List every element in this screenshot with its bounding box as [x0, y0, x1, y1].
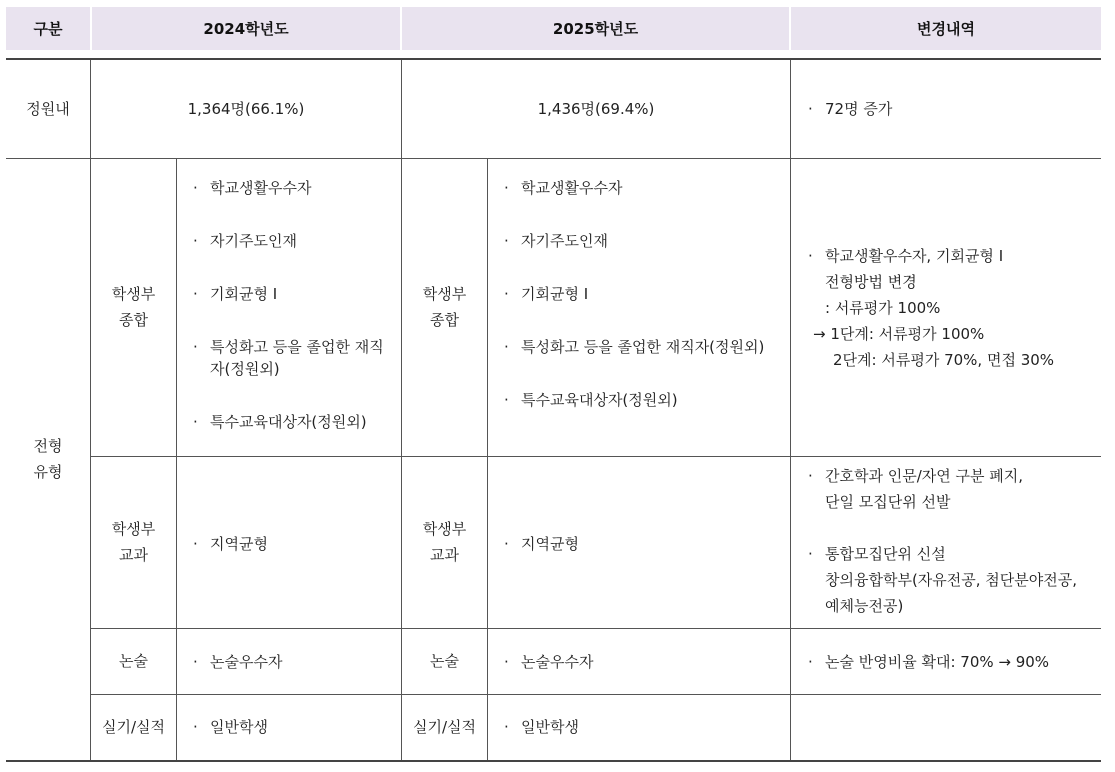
list-item: · 기회균형 I [504, 283, 794, 305]
quota-label: 정원내 [26, 100, 70, 118]
list-item: · 지역균형 [504, 533, 579, 555]
subject-label-2025-line2: 교과 [430, 546, 459, 564]
list-item: · 일반학생 [193, 716, 268, 738]
essay-2024-list [193, 651, 282, 673]
comprehensive-2025-list [504, 177, 794, 411]
subject-change2-line2: 창의융합학부(자유전공, 첨단분야전공, [825, 571, 1077, 589]
list-item: · 특성화고 등을 졸업한 재직자(정원외) [193, 336, 393, 380]
subject-change1-line1: · 간호학과 인문/자연 구분 폐지, [808, 467, 1024, 485]
comprehensive-label-2024-line2: 종합 [119, 311, 148, 329]
comprehensive-change-line2: 전형방법 변경 [825, 273, 917, 291]
row-divider-subject [90, 628, 1101, 629]
col-divider-2024-inner [176, 158, 177, 760]
subject-label-2025-line1: 학생부 [422, 520, 467, 538]
comprehensive-label-2025 [402, 158, 487, 456]
subject-change1-line2: 단일 모집단위 선발 [825, 493, 951, 511]
comprehensive-change-line5: 2단계: 서류평가 70%, 면접 30% [833, 351, 1055, 369]
header-changes: 변경내역 [791, 7, 1101, 50]
list-item: · 일반학생 [504, 716, 579, 738]
row-divider-essay [90, 694, 1101, 695]
list-item: · 지역균형 [193, 533, 268, 555]
quota-change-item: · 72명 증가 [808, 98, 892, 120]
comprehensive-change-line4: → 1단계: 서류평가 100% [813, 325, 985, 343]
list-item: · 자기주도인재 [504, 230, 794, 252]
comprehensive-label-2024-line1: 학생부 [111, 285, 156, 303]
comprehensive-label-2025-line1: 학생부 [422, 285, 467, 303]
comprehensive-change-line3: : 서류평가 100% [825, 299, 941, 317]
quota-change [808, 98, 892, 120]
list-item: · 특수교육대상자(정원외) [193, 411, 393, 433]
header-2025: 2025학년도 [402, 7, 789, 50]
subject-change2-line1: · 통합모집단위 신설 [808, 545, 946, 563]
comprehensive-label-2024 [91, 158, 176, 456]
essay-change [808, 651, 1049, 673]
table-bottom-rule [6, 760, 1101, 762]
list-item: · 논술우수자 [504, 651, 593, 673]
list-item: · 기회균형 I [193, 283, 393, 305]
essay-label-2024: 논술 [119, 652, 148, 670]
practical-label-2025: 실기/실적 [412, 718, 476, 736]
comprehensive-change-line1: · 학교생활우수자, 기회균형 I [808, 247, 1004, 265]
essay-change-item: · 논술 반영비율 확대: 70% → 90% [808, 651, 1049, 673]
essay-label-2025: 논술 [430, 652, 459, 670]
list-item: · 논술우수자 [193, 651, 282, 673]
admission-types-label-line1: 전형 [33, 437, 63, 455]
subject-2025-list [504, 533, 579, 555]
list-item: · 특수교육대상자(정원외) [504, 389, 794, 411]
quota-2025: 1,436명(69.4%) [537, 100, 655, 118]
comprehensive-label-2025-line2: 종합 [430, 311, 459, 329]
list-item: · 학교생활우수자 [193, 177, 393, 199]
header-category: 구분 [6, 7, 90, 50]
essay-2025-list [504, 651, 593, 673]
list-item: · 자기주도인재 [193, 230, 393, 252]
practical-label-2024: 실기/실적 [101, 718, 165, 736]
subject-label-2024 [91, 456, 176, 628]
practical-2024-list [193, 716, 268, 738]
list-item: · 학교생활우수자 [504, 177, 794, 199]
subject-label-2025 [402, 456, 487, 628]
subject-2024-list [193, 533, 268, 555]
admission-types-label [6, 158, 90, 760]
header-2024: 2024학년도 [92, 7, 400, 50]
col-divider-2025-inner [487, 158, 488, 760]
subject-label-2024-line2: 교과 [119, 546, 148, 564]
practical-2025-list [504, 716, 579, 738]
subject-change2-line3: 예체능전공) [825, 597, 904, 615]
row-divider-comprehensive [90, 456, 1101, 457]
quota-2024: 1,364명(66.1%) [187, 100, 305, 118]
comprehensive-2024-list [193, 177, 393, 433]
subject-label-2024-line1: 학생부 [111, 520, 156, 538]
admission-types-label-line2: 유형 [33, 463, 63, 481]
list-item: · 특성화고 등을 졸업한 재직자(정원외) [504, 336, 794, 358]
